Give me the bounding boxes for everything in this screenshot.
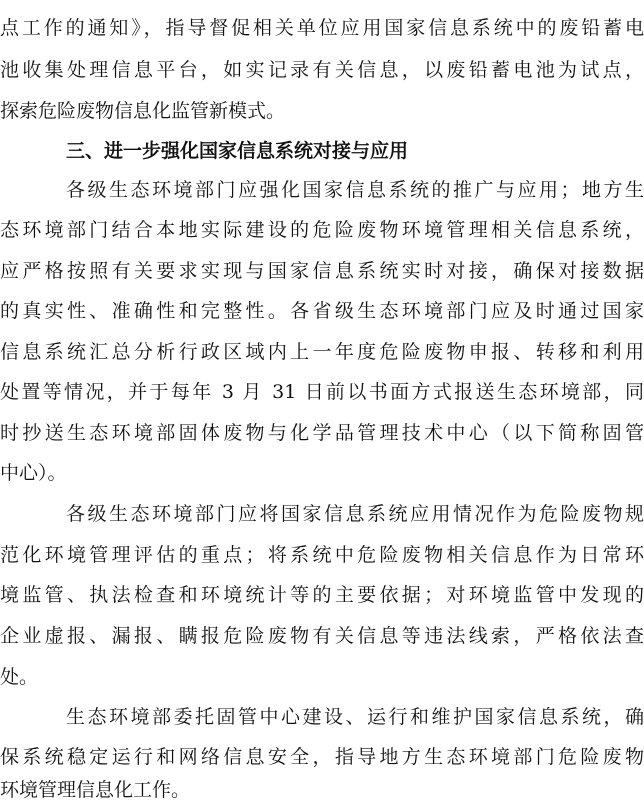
paragraph-2-line-5: 信息系统汇总分析行政区域内上一年度危险废物申报、转移和利用 bbox=[0, 341, 644, 363]
paragraph-2-line-4: 的真实性、准确性和完整性。各省级生态环境部门应及时通过国家 bbox=[0, 300, 644, 322]
paragraph-1-line-3: 探索危险废物信息化监管新模式。 bbox=[0, 100, 286, 122]
paragraph-2-line-6: 处置等情况，并于每年 3 月 31 日前以书面方式报送生态环境部，同 bbox=[0, 381, 644, 403]
paragraph-3-line-5: 处。 bbox=[0, 666, 39, 688]
paragraph-4-line-2: 保系统稳定运行和网络信息安全，指导地方生态环境部门危险废物 bbox=[0, 746, 644, 768]
paragraph-2-line-8: 中心）。 bbox=[0, 462, 67, 484]
paragraph-3-line-4: 企业虚报、漏报、瞒报危险废物有关信息等违法线索，严格依法查 bbox=[0, 625, 644, 647]
paragraph-2-line-1: 各级生态环境部门应强化国家信息系统的推广与应用；地方生 bbox=[66, 179, 644, 201]
paragraph-1-line-2: 池收集处理信息平台，如实记录有关信息，以废铅蓄电池为试点， bbox=[0, 59, 644, 81]
paragraph-3-line-3: 境监管、执法检查和环境统计等的主要依据；对环境监管中发现的 bbox=[0, 584, 644, 606]
paragraph-3-line-2: 范化环境管理评估的重点；将系统中危险废物相关信息作为日常环 bbox=[0, 544, 644, 566]
paragraph-4-line-3: 环境管理信息化工作。 bbox=[0, 779, 191, 801]
section-heading: 三、进一步强化国家信息系统对接与应用 bbox=[66, 140, 409, 162]
paragraph-2-line-2: 态环境部门结合本地实际建设的危险废物环境管理相关信息系统， bbox=[0, 219, 644, 241]
paragraph-2-line-7: 时抄送生态环境部固体废物与化学品管理技术中心（以下简称固管 bbox=[0, 422, 644, 444]
paragraph-3-line-1: 各级生态环境部门应将国家信息系统应用情况作为危险废物规 bbox=[66, 503, 644, 525]
paragraph-2-line-3: 应严格按照有关要求实现与国家信息系统实时对接，确保对接数据 bbox=[0, 260, 644, 282]
paragraph-1-line-1: 点工作的通知》，指导督促相关单位应用国家信息系统中的废铅蓄电 bbox=[0, 17, 644, 39]
paragraph-4-line-1: 生态环境部委托固管中心建设、运行和维护国家信息系统，确 bbox=[66, 706, 644, 728]
